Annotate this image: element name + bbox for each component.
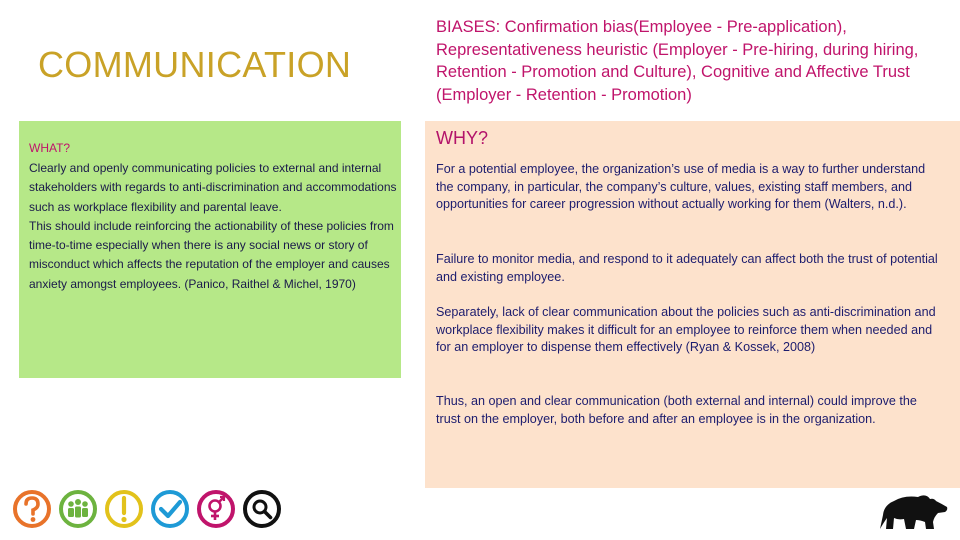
people-group-icon: [58, 489, 98, 529]
checkmark-icon: [150, 489, 190, 529]
why-panel: [425, 121, 960, 488]
biases-text: BIASES: Confirmation bias(Employee - Pre-application), Representativeness heuristic (Employer - Pre-hiring, during hiring, Retention - Promotion and Culture), Cognitive and Affective Trust (Employer - Retention - Promotion): [436, 18, 919, 104]
question-icon: [12, 489, 52, 529]
why-paragraph: Separately, lack of clear communication about the policies such as anti-discrimination and workplace flexibility makes it difficult for an employee to reinforce them when needed and for an employer to dispense them effectively (Ryan & Kossek, 2008): [436, 305, 936, 355]
footer-icon-row: [12, 489, 282, 533]
gender-icon: [196, 489, 236, 529]
magnifier-icon: [242, 489, 282, 529]
exclamation-icon: [104, 489, 144, 529]
slide-title: COMMUNICATION: [38, 44, 352, 85]
what-panel: [19, 121, 401, 378]
why-heading: WHY?: [436, 128, 489, 148]
why-paragraph: Thus, an open and clear communication (both external and internal) could improve the trust on the employer, both before and after an employee is in the organization.: [436, 394, 917, 426]
why-paragraph: For a potential employee, the organization’s use of media is a way to further understand the company, in particular, the company’s culture, values, existing staff members, and opportunities for career progression without actually working for them (Walters, n.d.).: [436, 162, 926, 212]
what-body: [29, 159, 405, 294]
what-paragraph: This should include reinforcing the actionability of these policies from time-to-time especially when there is any social news or story of misconduct which affects the reputation of the employer and causes anxiety amongst employees. (Panico, Raithel & Michel, 1970): [29, 218, 394, 291]
why-paragraph: Failure to monitor media, and respond to it adequately can affect both the trust of potential and existing employee.: [436, 252, 938, 284]
what-paragraph: Clearly and openly communicating policies to external and internal stakeholders with regards to anti-discrimination and accommodations such as workplace flexibility and parental leave.: [29, 161, 397, 214]
bear-logo: [876, 489, 950, 531]
what-heading: WHAT?: [29, 141, 71, 155]
